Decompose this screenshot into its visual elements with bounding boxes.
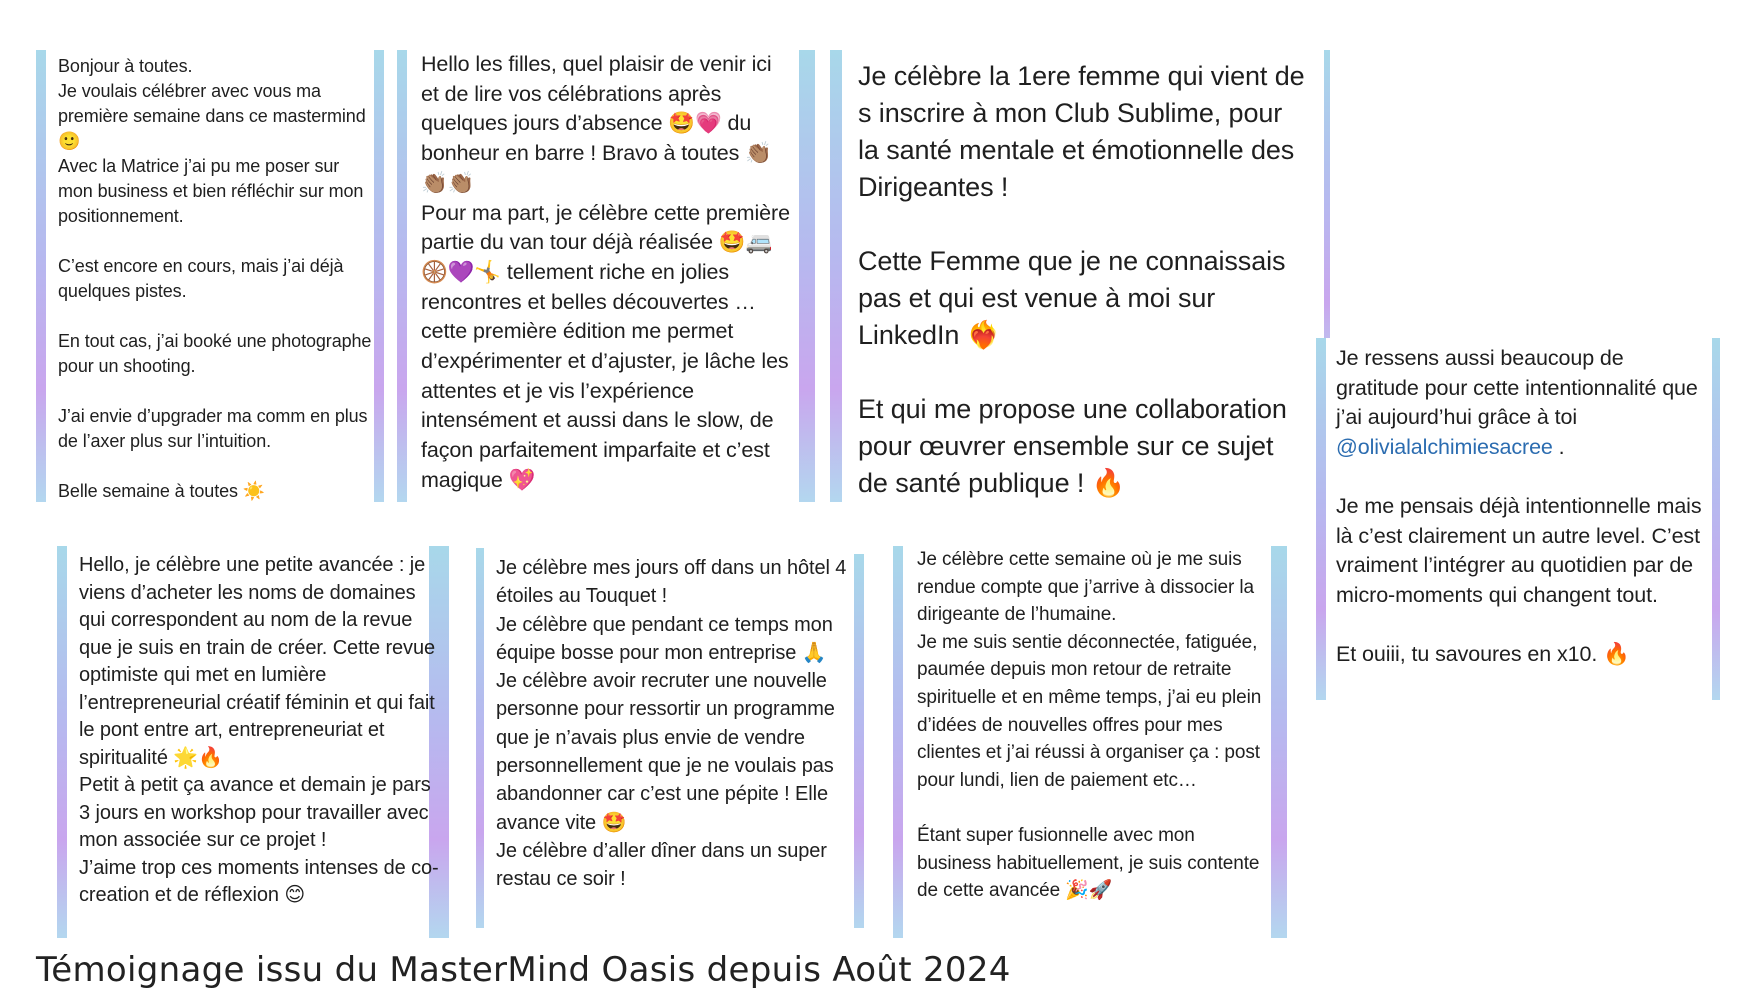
- chat-message-text-part: . Je me pensais déjà intentionnelle mais là c’est clairement un autre level. C’est vraiment l’intégrer au quotidien par de micro-moments qui changent tout. Et ouiii, tu savoures en x10. 🔥: [1336, 434, 1702, 666]
- chat-background-strip-left: [36, 50, 46, 502]
- chat-background-strip-right: [1712, 338, 1720, 700]
- chat-background-strip-left: [1316, 338, 1326, 700]
- chat-background-strip-right: [1271, 546, 1287, 938]
- chat-background-strip-left: [57, 546, 67, 938]
- testimonial-caption: Témoignage issu du MasterMind Oasis depuis Août 2024: [36, 950, 1011, 990]
- user-mention-link[interactable]: @olivialalchimiesacree: [1336, 434, 1553, 459]
- chat-message-text: Je célèbre la 1ere femme qui vient de s inscrire à mon Club Sublime, pour la santé mentale et émotionnelle des Dirigeantes ! Cette Femme que je ne connaissais pas et qui est venue à moi sur LinkedIn ❤️‍🔥 Et qui me propose une collaboration pour œuvrer ensemble sur ce sujet de santé publique ! 🔥: [858, 61, 1305, 498]
- chat-background-strip-left: [893, 546, 903, 938]
- chat-message-text: Je célèbre mes jours off dans un hôtel 4 étoiles au Touquet ! Je célèbre que pendant ce temps mon équipe bosse pour mon entreprise 🙏 Je célèbre avoir recruter une nouvelle personne pour ressortir un programme que je n’avais plus envie de vendre personnellement que je ne voulais pas abandonner car c’est une pépite ! Elle avance vite 🤩 Je célèbre d’aller dîner dans un super restau ce soir !: [496, 557, 847, 891]
- chat-screenshot-4: [1316, 338, 1720, 700]
- chat-background-strip-left: [397, 50, 407, 502]
- chat-message-text: Hello les filles, quel plaisir de venir ici et de lire vos célébrations après quelques jours d’absence 🤩💗 du bonheur en barre ! Bravo à toutes 👏🏽👏🏽👏🏽 Pour ma part, je célèbre cette première partie du van tour déjà réalisée 🤩🚐🛞💜🤸 tellement riche en jolies rencontres et belles découvertes … cette première édition me permet d’expérimenter et d’ajuster, je lâche les attentes et je vis l’expérience intensément et aussi dans le slow, de façon parfaitement imparfaite et c’est magique 💖: [421, 52, 790, 492]
- chat-screenshot-3: [830, 50, 1330, 502]
- chat-message-text: Je célèbre cette semaine où je me suis rendue compte que j’arrive à dissocier la dirigeante de l’humaine. Je me suis sentie déconnectée, fatiguée, paumée depuis mon retour de retraite spirituelle et en même temps, j’ai eu plein d’idées de nouvelles offres pour mes clientes et j’ai réussi à organiser ça : post pour lundi, lien de paiement etc… Étant super fusionnelle avec mon business habituellement, je suis contente de cette avancée 🎉🚀: [917, 549, 1262, 902]
- chat-message-text-part: Je ressens aussi beaucoup de gratitude pour cette intentionnalité que j’ai aujourd’hui grâce à toi: [1336, 346, 1704, 430]
- chat-message-text: Hello, je célèbre une petite avancée : je viens d’acheter les noms de domaines qui correspondent au nom de la revue que je suis en train de créer. Cette revue optimiste qui met en lumière l’entrepreneurial créatif féminin et qui fait le pont entre art, entrepreneuriat et spiritualité 🌟🔥 Petit à petit ça avance et demain je pars 3 jours en workshop pour travailler avec mon associée sur ce projet ! J’aime trop ces moments intenses de co-creation et de réflexion 😊: [79, 554, 439, 906]
- chat-screenshot-5: [57, 546, 449, 938]
- chat-background-strip-left: [476, 548, 484, 928]
- chat-background-strip-right: [799, 50, 815, 502]
- chat-screenshot-1: [36, 50, 384, 502]
- chat-screenshot-6: [476, 548, 864, 928]
- chat-message-text: [1336, 344, 1706, 670]
- chat-screenshot-7: [893, 546, 1287, 938]
- chat-background-strip-right: [854, 554, 864, 928]
- chat-background-strip-left: [830, 50, 842, 502]
- chat-screenshot-2: [397, 50, 815, 502]
- chat-message-text: Bonjour à toutes. Je voulais célébrer avec vous ma première semaine dans ce mastermind 🙂 Avec la Matrice j’ai pu me poser sur mon business et bien réfléchir sur mon positionnement. C’est encore en cours, mais j’ai déjà quelques pistes. En tout cas, j’ai booké une photographe pour un shooting. J’ai envie d’upgrader ma comm en plus de l’axer plus sur l’intuition. Belle semaine à toutes ☀️: [58, 56, 372, 501]
